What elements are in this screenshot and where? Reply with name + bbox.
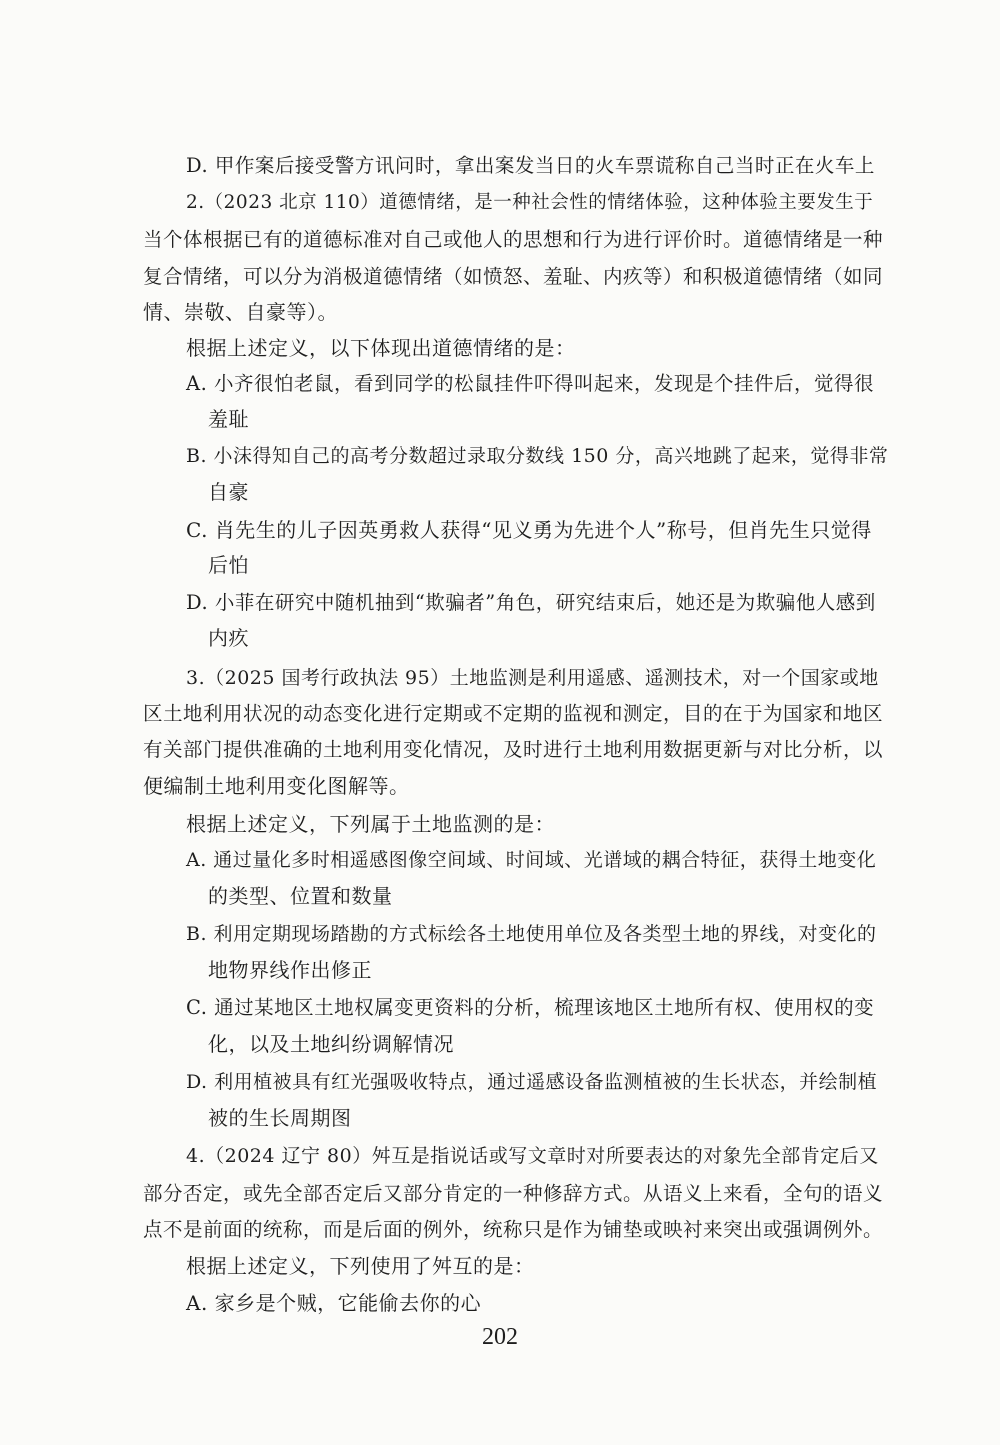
q2-option-b-cont: 自豪 [208,480,249,504]
q3-option-a: A. 通过量化多时相遥感图像空间域、时间域、光谱域的耦合特征，获得土地变化 [186,849,877,871]
q3-stem-line: 有关部门提供准确的土地利用变化情况，及时进行土地利用数据更新与对比分析，以 [143,738,884,761]
q3-option-d: D. 利用植被具有红光强吸收特点，通过遥感设备监测植被的生长状态，并绘制植 [186,1071,878,1093]
q2-option-a: A. 小齐很怕老鼠，看到同学的松鼠挂件吓得叫起来，发现是个挂件后，觉得很 [186,372,874,395]
q3-option-a-cont: 的类型、位置和数量 [208,884,393,908]
q3-stem-line: 便编制土地利用变化图解等。 [143,774,410,798]
q4-stem-line: 点不是前面的统称，而是后面的例外，统称只是作为铺垫或映衬来突出或强调例外。 [143,1218,884,1241]
q3-prompt: 根据上述定义，下列属于土地监测的是： [186,812,555,836]
q2-option-d: D. 小菲在研究中随机抽到“欺骗者”角色，研究结束后，她还是为欺骗他人感到 [186,591,876,614]
q3-stem-line: 区土地利用状况的动态变化进行定期或不定期的监视和测定，目的在于为国家和地区 [143,702,884,725]
q3-option-d-cont: 被的生长周期图 [208,1106,352,1130]
q3-option-b: B. 利用定期现场踏勘的方式标绘各土地使用单位及各类型土地的界线，对变化的 [186,923,877,945]
q3-option-c: C. 通过某地区土地权属变更资料的分析，梳理该地区土地所有权、使用权的变 [186,996,875,1019]
q4-prompt: 根据上述定义，下列使用了舛互的是： [186,1254,535,1278]
q2-stem-line: 情、崇敬、自豪等）。 [143,300,338,324]
q3-option-b-cont: 地物界线作出修正 [208,958,372,982]
q4-stem-line: 4.（2024 辽宁 80）舛互是指说话或写文章时对所要表达的对象先全部肯定后又 [186,1145,879,1167]
q2-option-c: C. 肖先生的儿子因英勇救人获得“见义勇为先进个人”称号，但肖先生只觉得 [186,518,872,542]
page-number: 202 [482,1324,518,1350]
q4-stem-line: 部分否定，或先全部否定后又部分肯定的一种修辞方式。从语义上来看，全句的语义 [143,1182,884,1205]
q2-option-d-cont: 内疚 [208,626,249,650]
q2-option-b: B. 小沫得知自己的高考分数超过录取分数线 150 分，高兴地跳了起来，觉得非常 [186,445,889,467]
q2-option-a-cont: 羞耻 [208,407,249,431]
q2-stem-line: 复合情绪，可以分为消极道德情绪（如愤怒、羞耻、内疚等）和积极道德情绪（如同 [143,265,884,288]
q3-option-c-cont: 化，以及土地纠纷调解情况 [208,1032,454,1056]
q4-option-a: A. 家乡是个贼，它能偷去你的心 [186,1291,482,1315]
q2-option-c-cont: 后怕 [208,553,249,577]
q3-stem-line: 3.（2025 国考行政执法 95）土地监测是利用遥感、遥测技术，对一个国家或地 [186,667,879,689]
q1-option-d: D. 甲作案后接受警方讯问时，拿出案发当日的火车票谎称自己当时正在火车上 [186,154,875,177]
q2-stem-line: 2.（2023 北京 110）道德情绪，是一种社会性的情绪体验，这种体验主要发生于 [186,192,874,213]
q2-prompt: 根据上述定义，以下体现出道德情绪的是： [186,336,576,360]
q2-stem-line: 当个体根据已有的道德标准对自己或他人的思想和行为进行评价时。道德情绪是一种 [143,228,884,251]
